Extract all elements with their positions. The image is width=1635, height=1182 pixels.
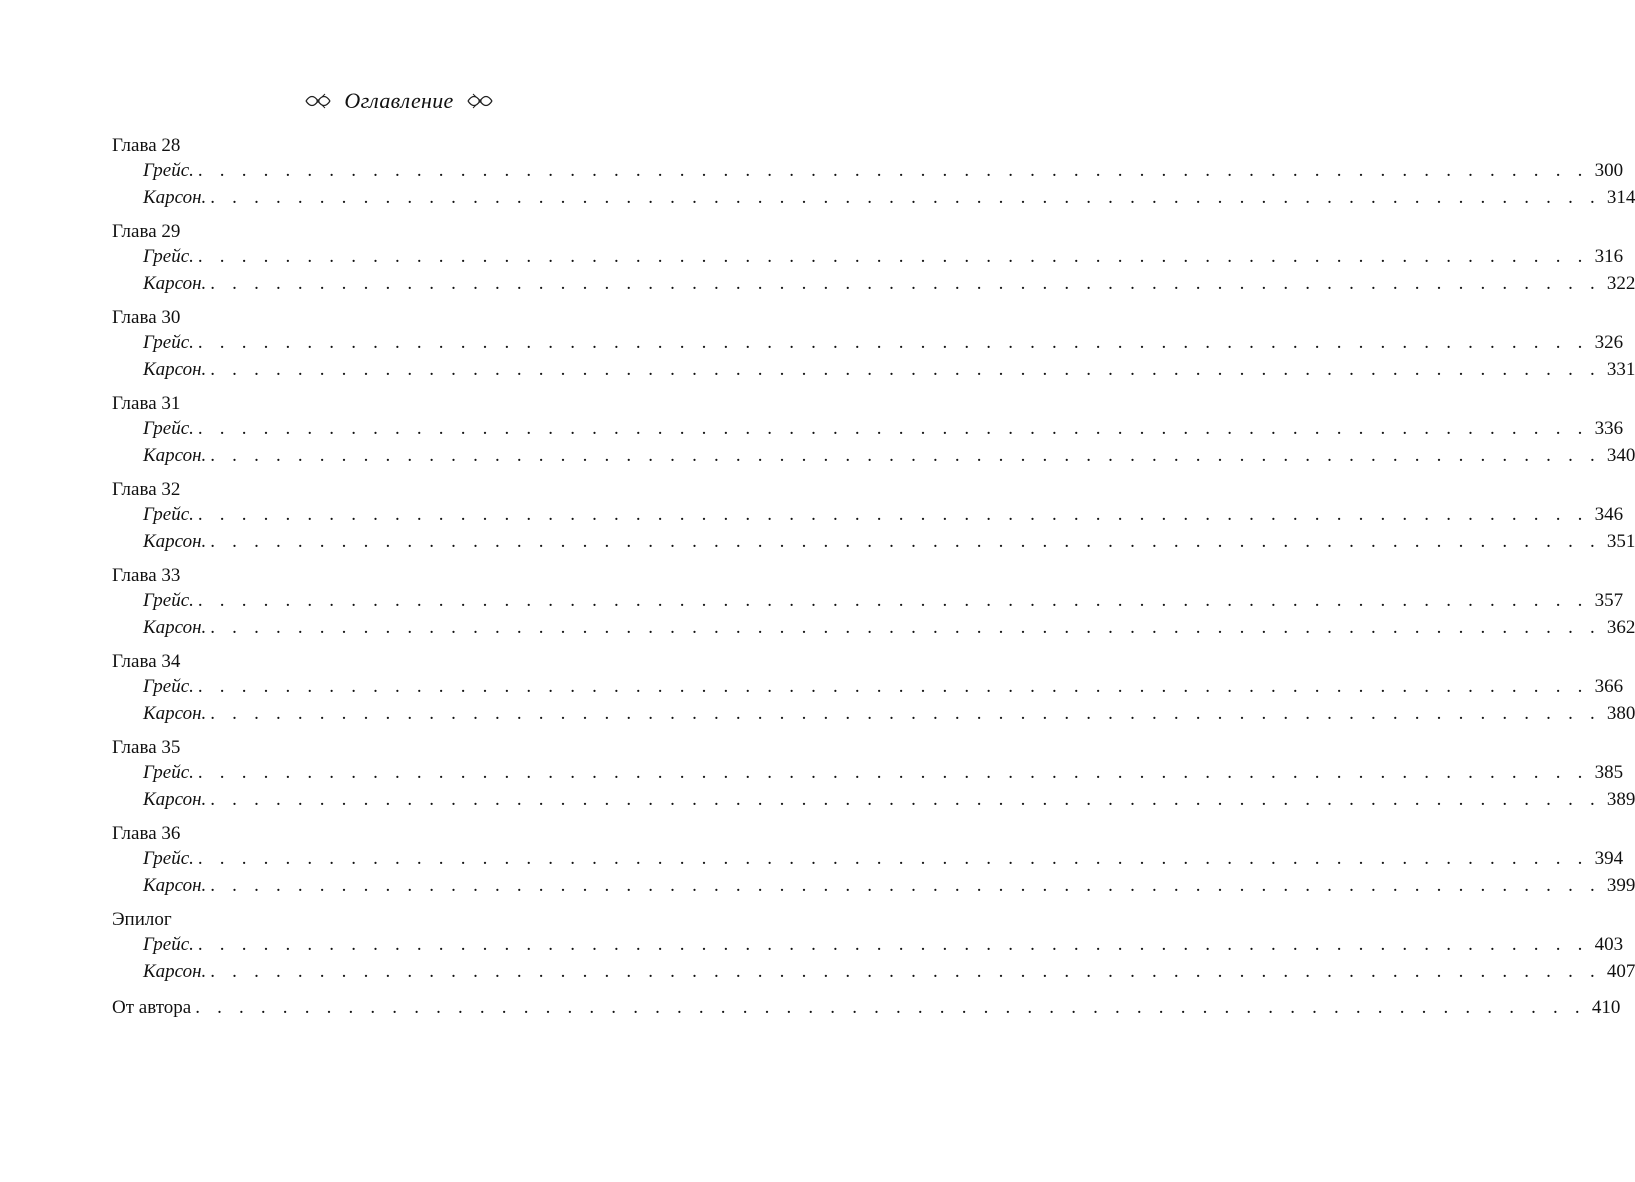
toc-entry[interactable] <box>112 442 1635 469</box>
entry-name: Карсон <box>143 359 202 380</box>
toc-entry[interactable] <box>112 501 1624 528</box>
toc-entry[interactable] <box>112 673 1624 700</box>
chapter-group <box>112 134 1635 211</box>
flourish-icon <box>304 91 332 111</box>
entry-name: Грейс <box>143 504 190 525</box>
entry-name-period: . <box>201 875 207 896</box>
entry-name: Грейс <box>143 848 190 869</box>
toc-entry-afterword[interactable] <box>112 994 1621 1021</box>
dot-leader: . . . . . . . . . . . . . . . . . . . . . . . . . . . . . . . . . . . . . . . . . . . . . . . . . . . . . . . . . . . . . . . . <box>210 359 1601 380</box>
page-number: 403 <box>1594 934 1624 955</box>
entry-name: Грейс <box>143 934 190 955</box>
dot-leader: . . . . . . . . . . . . . . . . . . . . . . . . . . . . . . . . . . . . . . . . . . . . . . . . . . . . . . . . . . . . . . . . <box>210 187 1601 208</box>
entry-name-period: . <box>189 504 194 525</box>
toc-entry[interactable] <box>112 759 1624 786</box>
entry-name: Карсон <box>143 875 202 896</box>
entry-name-period: . <box>189 848 194 869</box>
entry-name: Карсон <box>143 187 202 208</box>
dot-leader: . . . . . . . . . . . . . . . . . . . . . . . . . . . . . . . . . . . . . . . . . . . . . . . . . . . . . . . . . . . . . . . . <box>197 418 1589 439</box>
toc-entry[interactable] <box>112 700 1635 727</box>
chapter-group <box>112 306 1635 383</box>
entry-name-period: . <box>201 703 207 724</box>
dot-leader: . . . . . . . . . . . . . . . . . . . . . . . . . . . . . . . . . . . . . . . . . . . . . . . . . . . . . . . . . . . . . . . . <box>210 875 1601 896</box>
entry-name-period: . <box>201 961 207 982</box>
entry-name-period: . <box>189 590 194 611</box>
page-number: 389 <box>1606 789 1635 810</box>
toc-entry[interactable] <box>112 958 1635 985</box>
toc-entry[interactable] <box>112 270 1635 297</box>
chapter-group <box>112 908 1635 985</box>
entry-name: От автора <box>112 997 192 1018</box>
toc-entry[interactable] <box>112 415 1624 442</box>
dot-leader: . . . . . . . . . . . . . . . . . . . . . . . . . . . . . . . . . . . . . . . . . . . . . . . . . . . . . . . . . . . . . . . . <box>210 961 1601 982</box>
page-number: 385 <box>1594 762 1624 783</box>
chapter-title[interactable]: Глава 36 <box>112 823 181 844</box>
entry-name: Грейс <box>143 590 190 611</box>
entry-name-period: . <box>201 445 207 466</box>
toc-entry[interactable] <box>112 157 1624 184</box>
entry-name: Карсон <box>143 789 202 810</box>
dot-leader: . . . . . . . . . . . . . . . . . . . . . . . . . . . . . . . . . . . . . . . . . . . . . . . . . . . . . . . . . . . . . . . . <box>210 273 1601 294</box>
dot-leader: . . . . . . . . . . . . . . . . . . . . . . . . . . . . . . . . . . . . . . . . . . . . . . . . . . . . . . . . . . . . . . . . <box>197 676 1589 697</box>
entry-name-period: . <box>201 359 207 380</box>
toc-entry[interactable] <box>112 614 1635 641</box>
dot-leader: . . . . . . . . . . . . . . . . . . . . . . . . . . . . . . . . . . . . . . . . . . . . . . . . . . . . . . . . . . . . . . . . <box>210 789 1601 810</box>
page-number: 362 <box>1606 617 1635 638</box>
toc-entry[interactable] <box>112 356 1635 383</box>
page-number: 407 <box>1606 961 1635 982</box>
entry-name-period: . <box>201 789 207 810</box>
page-number: 340 <box>1606 445 1635 466</box>
toc-entry[interactable] <box>112 243 1624 270</box>
page-number: 366 <box>1594 676 1624 697</box>
dot-leader: . . . . . . . . . . . . . . . . . . . . . . . . . . . . . . . . . . . . . . . . . . . . . . . . . . . . . . . . . . . . . . . . <box>197 590 1589 611</box>
dot-leader: . . . . . . . . . . . . . . . . . . . . . . . . . . . . . . . . . . . . . . . . . . . . . . . . . . . . . . . . . . . . . . . . <box>197 934 1589 955</box>
page-number: 410 <box>1591 997 1621 1018</box>
page-number: 357 <box>1594 590 1624 611</box>
dot-leader: . . . . . . . . . . . . . . . . . . . . . . . . . . . . . . . . . . . . . . . . . . . . . . . . . . . . . . . . . . . . . . . . <box>210 617 1601 638</box>
entry-name: Грейс <box>143 418 190 439</box>
entry-name-period: . <box>201 273 207 294</box>
toc-entry[interactable] <box>112 931 1624 958</box>
page-number: 314 <box>1606 187 1635 208</box>
page-number: 326 <box>1594 332 1624 353</box>
entry-name: Карсон <box>143 531 202 552</box>
chapter-group <box>112 392 1635 469</box>
entry-name-period: . <box>189 676 194 697</box>
chapter-group <box>112 650 1635 727</box>
dot-leader: . . . . . . . . . . . . . . . . . . . . . . . . . . . . . . . . . . . . . . . . . . . . . . . . . . . . . . . . . . . . . . . . <box>210 531 1601 552</box>
toc-header <box>112 88 686 114</box>
chapter-title[interactable]: Глава 34 <box>112 651 181 672</box>
entry-name-period: . <box>189 934 194 955</box>
entry-name-period: . <box>189 246 194 267</box>
dot-leader: . . . . . . . . . . . . . . . . . . . . . . . . . . . . . . . . . . . . . . . . . . . . . . . . . . . . . . . . . . . . . . . . <box>210 445 1601 466</box>
chapter-group <box>112 478 1635 555</box>
page-number: 346 <box>1594 504 1624 525</box>
chapter-title[interactable]: Глава 33 <box>112 565 181 586</box>
page-number: 316 <box>1594 246 1624 267</box>
entry-name-period: . <box>189 418 194 439</box>
dot-leader: . . . . . . . . . . . . . . . . . . . . . . . . . . . . . . . . . . . . . . . . . . . . . . . . . . . . . . . . . . . . . . . . <box>197 504 1589 525</box>
chapter-title[interactable]: Глава 35 <box>112 737 181 758</box>
toc-entry[interactable] <box>112 587 1624 614</box>
entry-name-period: . <box>189 160 194 181</box>
page-number: 300 <box>1594 160 1624 181</box>
entry-name-period: . <box>201 531 207 552</box>
entry-name-period: . <box>189 762 194 783</box>
entry-name: Грейс <box>143 676 190 697</box>
entry-name: Карсон <box>143 445 202 466</box>
chapter-title[interactable]: Глава 31 <box>112 393 181 414</box>
entry-name-period: . <box>201 617 207 638</box>
entry-name: Карсон <box>143 703 202 724</box>
toc-entry[interactable] <box>112 845 1624 872</box>
chapter-group <box>112 220 1635 297</box>
toc-entry[interactable] <box>112 528 1635 555</box>
page-number: 394 <box>1594 848 1624 869</box>
entry-name: Грейс <box>143 762 190 783</box>
flourish-icon <box>466 91 494 111</box>
entry-name-period: . <box>189 332 194 353</box>
chapter-title[interactable]: Глава 29 <box>112 221 181 242</box>
page-title: Оглавление <box>344 88 454 113</box>
page-number: 331 <box>1606 359 1635 380</box>
toc-entry[interactable] <box>112 786 1635 813</box>
chapter-title[interactable]: Эпилог <box>112 909 172 930</box>
entry-name: Карсон <box>143 273 202 294</box>
chapter-group <box>112 736 1635 813</box>
chapter-group <box>112 822 1635 899</box>
dot-leader: . . . . . . . . . . . . . . . . . . . . . . . . . . . . . . . . . . . . . . . . . . . . . . . . . . . . . . . . . . . . . . . . <box>210 703 1601 724</box>
page-number: 380 <box>1606 703 1635 724</box>
dot-leader: . . . . . . . . . . . . . . . . . . . . . . . . . . . . . . . . . . . . . . . . . . . . . . . . . . . . . . . . . . . . . . . . <box>195 997 1586 1018</box>
page-number: 351 <box>1606 531 1635 552</box>
dot-leader: . . . . . . . . . . . . . . . . . . . . . . . . . . . . . . . . . . . . . . . . . . . . . . . . . . . . . . . . . . . . . . . . <box>197 762 1589 783</box>
entry-name: Грейс <box>143 332 190 353</box>
toc-entry[interactable] <box>112 184 1635 211</box>
chapter-group <box>112 564 1635 641</box>
chapter-title[interactable]: Глава 28 <box>112 135 181 156</box>
entry-name: Карсон <box>143 617 202 638</box>
chapter-title[interactable]: Глава 32 <box>112 479 181 500</box>
dot-leader: . . . . . . . . . . . . . . . . . . . . . . . . . . . . . . . . . . . . . . . . . . . . . . . . . . . . . . . . . . . . . . . . <box>197 332 1589 353</box>
page-number: 322 <box>1606 273 1635 294</box>
table-of-contents <box>112 134 1635 1021</box>
dot-leader: . . . . . . . . . . . . . . . . . . . . . . . . . . . . . . . . . . . . . . . . . . . . . . . . . . . . . . . . . . . . . . . . <box>197 160 1589 181</box>
toc-entry[interactable] <box>112 329 1624 356</box>
page-number: 399 <box>1606 875 1635 896</box>
entry-name: Грейс <box>143 160 190 181</box>
chapter-title[interactable]: Глава 30 <box>112 307 181 328</box>
page-number: 336 <box>1594 418 1624 439</box>
entry-name-period: . <box>201 187 207 208</box>
entry-name: Грейс <box>143 246 190 267</box>
entry-name: Карсон <box>143 961 202 982</box>
dot-leader: . . . . . . . . . . . . . . . . . . . . . . . . . . . . . . . . . . . . . . . . . . . . . . . . . . . . . . . . . . . . . . . . <box>197 848 1589 869</box>
toc-entry[interactable] <box>112 872 1635 899</box>
dot-leader: . . . . . . . . . . . . . . . . . . . . . . . . . . . . . . . . . . . . . . . . . . . . . . . . . . . . . . . . . . . . . . . . <box>197 246 1589 267</box>
